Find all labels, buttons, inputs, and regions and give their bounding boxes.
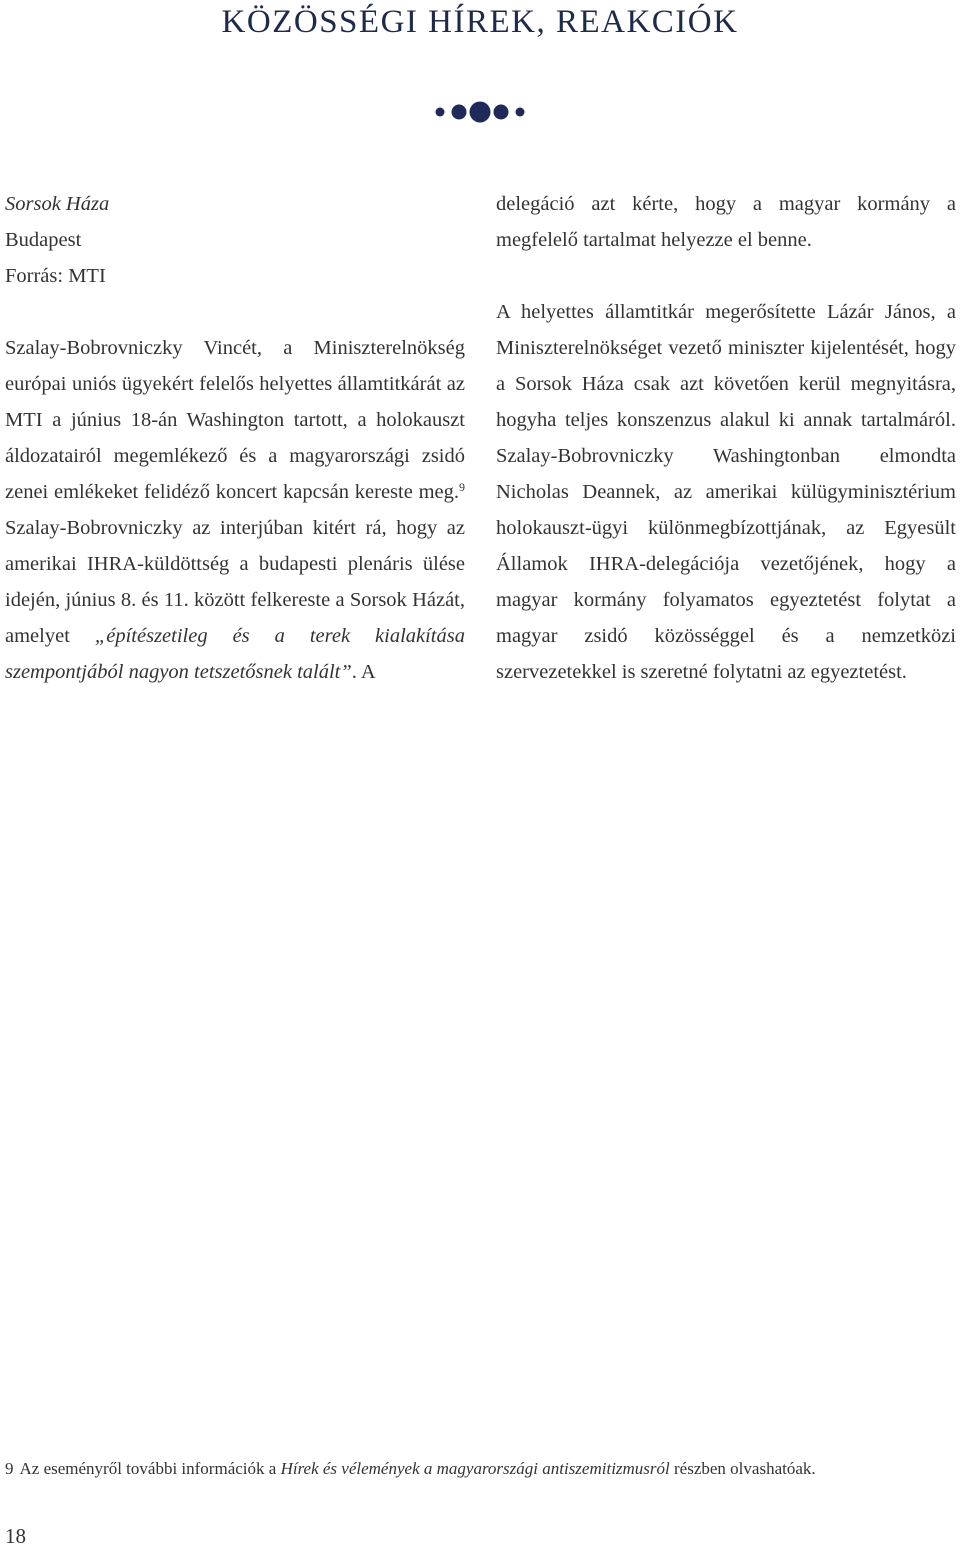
article-paragraph-1-continued: delegáció azt kérte, hogy a magyar kormány a megfelelő tartalmat helyezze el benne. xyxy=(496,193,956,251)
footnote xyxy=(5,1458,955,1480)
paragraph-text-after-ref: Szalay-Bobrovniczky az interjúban kitért rá, hogy az amerikai IHRA-küldöttség a budapesti plenáris ülése idején, június 8. és 11. között felkereste a Sorsok Házát, amelyet xyxy=(5,517,465,647)
footnote-section-title: Hírek és vélemények a magyarországi antiszemitizmusról xyxy=(280,1459,670,1478)
article-meta xyxy=(5,186,465,294)
footnote-number: 9 xyxy=(5,1459,14,1478)
ornament-dot-inner-right xyxy=(494,105,509,120)
page-number: 18 xyxy=(5,1524,26,1548)
location: Budapest xyxy=(5,229,82,251)
five-dots-ornament-icon xyxy=(0,95,960,129)
ornament-dot-outer-right xyxy=(516,108,525,117)
source-credit: Forrás: MTI xyxy=(5,265,106,287)
ornament-dot-outer-left xyxy=(436,108,445,117)
footnote-text-before: Az eseményről további információk a xyxy=(19,1459,281,1478)
page-title: KÖZÖSSÉGI HÍREK, REAKCIÓK xyxy=(221,4,739,40)
footnote-reference[interactable]: 9 xyxy=(459,480,465,494)
source-name: Sorsok Háza xyxy=(5,193,110,215)
right-column xyxy=(496,186,956,690)
paragraph-text-before-ref: Szalay-Bobrovniczky Vincét, a Miniszterelnökség európai uniós ügyekért felelős helyettes államtitkárát az MTI a június 18-án Washington tartott, a holokauszt áldozatairól megemlékező és a magyarországi zsidó zenei emlékeket felidéző koncert kapcsán kereste meg. xyxy=(5,337,465,503)
ornament-dot-inner-left xyxy=(452,105,467,120)
paragraph-gap xyxy=(5,294,465,330)
ornament-dot-center xyxy=(470,102,491,123)
article-paragraph-1 xyxy=(5,330,465,690)
footnote-text-after: részben olvashatóak. xyxy=(669,1459,816,1478)
paragraph-tail: . A xyxy=(351,661,376,683)
left-column xyxy=(5,186,465,690)
paragraph-gap xyxy=(496,258,956,294)
article-paragraph-2: A helyettes államtitkár megerősítette Lázár János, a Miniszterelnökséget vezető miniszter kijelentését, hogy a Sorsok Háza csak azt követően kerül megnyitásra, hogyha teljes konszenzus alakul ki annak tartalmáról. Szalay-Bobrovniczky Washingtonban elmondta Nicholas Deannek, az amerikai külügyminisztérium holokauszt-ügyi különmegbízottjának, az Egyesült Államok IHRA-delegációja vezetőjének, hogy a magyar kormány folyamatos egyeztetést folytat a magyar zsidó közösséggel és a nemzetközi szervezetekkel is szeretné folytatni az egyeztetést. xyxy=(496,301,956,683)
quoted-phrase: „építészetileg és a terek kialakítása szempontjából nagyon tetszetősnek talált” xyxy=(5,625,465,683)
